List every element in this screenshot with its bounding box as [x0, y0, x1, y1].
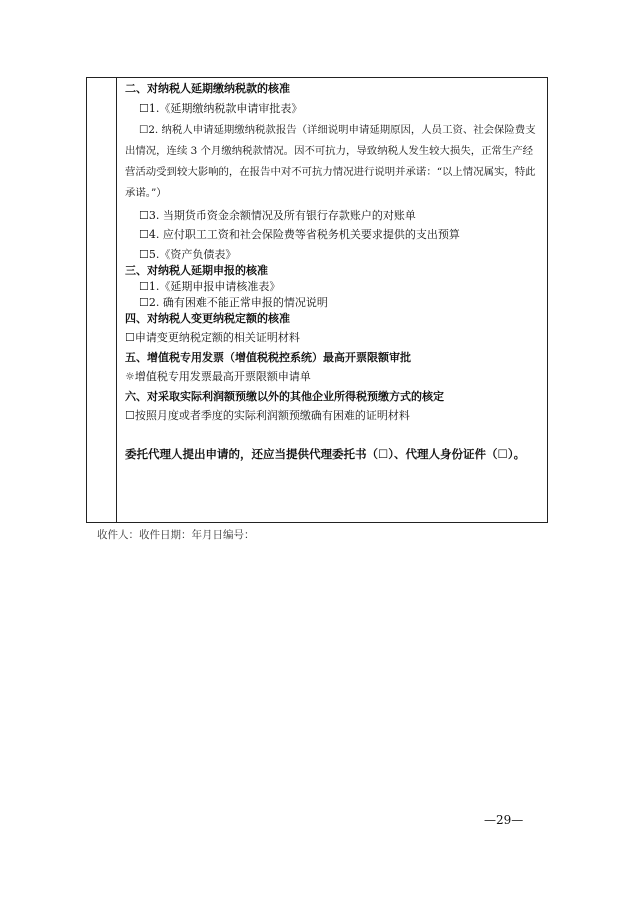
- form-label-column: [87, 78, 117, 522]
- agent-authorization-note: 委托代理人提出申请的，还应当提供代理委托书（☐）、代理人身份证件（☐）。: [125, 447, 526, 461]
- checkbox-item-balance-sheet[interactable]: ☐5.《资产负债表》: [139, 247, 237, 261]
- checkbox-item-prepayment-difficulty-evidence[interactable]: ☐按照月度或者季度的实际利润额预缴确有困难的证明材料: [125, 409, 410, 422]
- checkbox-item-vat-invoice-limit-application[interactable]: ☼增值税专用发票最高开票限额申请单: [125, 370, 311, 383]
- application-form-table: [86, 77, 548, 523]
- checkbox-item-deferred-payment-report[interactable]: [125, 120, 539, 204]
- checkbox-item-quota-change-evidence[interactable]: ☐申请变更纳税定额的相关证明材料: [125, 331, 300, 344]
- form-content-cell: [118, 78, 547, 522]
- checkbox-item-deferred-payment-form[interactable]: ☐1.《延期缴纳税款申请审批表》: [139, 101, 303, 115]
- section-heading-deferred-tax-payment: 二、对纳税人延期缴纳税款的核准: [125, 82, 290, 95]
- section-heading-vat-invoice-limit: 五、增值税专用发票（增值税税控系统）最高开票限额审批: [125, 350, 411, 364]
- checkbox-item-deferred-filing-form[interactable]: ☐1.《延期申报申请核准表》: [139, 279, 281, 293]
- checkbox-item-bank-statements[interactable]: ☐3. 当期货币资金余额情况及所有银行存款账户的对账单: [139, 208, 416, 222]
- receipt-info-line: 收件人：收件日期：年月日编号：: [97, 529, 255, 541]
- page-number: —29—: [484, 813, 524, 827]
- checkbox-item-filing-difficulty-statement[interactable]: ☐2. 确有困难不能正常申报的情况说明: [139, 295, 328, 309]
- section-heading-prepayment-method: 六、对采取实际利润额预缴以外的其他企业所得税预缴方式的核定: [125, 389, 444, 403]
- checkbox-item-expenditure-budget[interactable]: ☐4. 应付职工工资和社会保险费等省税务机关要求提供的支出预算: [139, 228, 460, 241]
- checkbox-item-deferred-payment-report-text: ☐2. 纳税人申请延期缴纳税款报告（详细说明申请延期原因，人员工资、社会保险费支出情况，连续 3 个月缴纳税款情况。因不可抗力，导致纳税人发生较大损失，正常生产经营活动受到较大影响的，在报告中对不可抗力情况进行说明并承诺：“以上情况属实，特此承诺。”）: [125, 124, 536, 199]
- section-heading-deferred-filing: 三、对纳税人延期申报的核准: [125, 263, 268, 277]
- section-heading-tax-quota-change: 四、对纳税人变更纳税定额的核准: [125, 311, 290, 325]
